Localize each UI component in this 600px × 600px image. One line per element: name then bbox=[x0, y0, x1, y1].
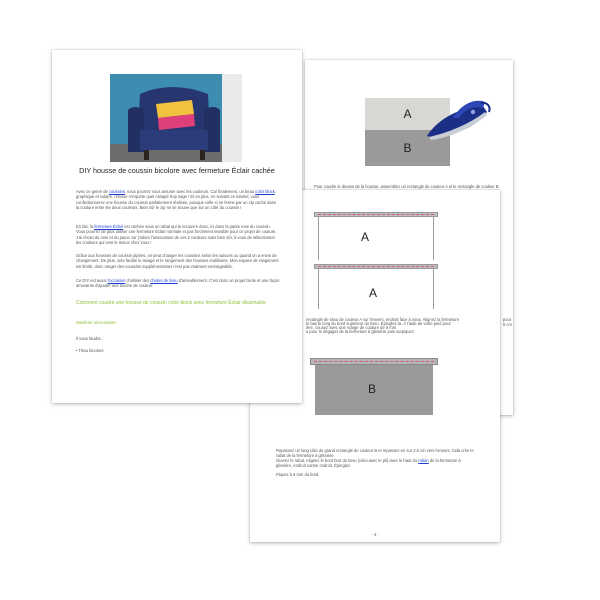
page-number: - 4 - bbox=[371, 532, 379, 537]
label-a-2: A bbox=[369, 286, 378, 300]
iron-icon bbox=[423, 96, 493, 142]
zipper-paragraph: En fait, la fermeture Éclair est cachée sous un rabat qui la recouvre donc, ici dans la partie rose du coussin. Vous pourrez de plus utiliser une fermeture Éclair normale et pas forcément invisible pour ce projet de couture. J'ai choisi du rose et du jaune car j'adore l'association de ces 2 couleurs mais bien sûr, à vous de sélectionner les couleurs qui vont le mieux chez vous ! bbox=[76, 224, 277, 245]
label-a-1: A bbox=[361, 230, 370, 244]
fabric-b-diagram bbox=[310, 358, 438, 415]
fermeture-eclair-link[interactable]: fermeture Éclair bbox=[94, 224, 124, 229]
mid-text-2: le bas le long du bord supérieur du tissu. Épinglez-la. À l'aide de votre pied pour bbox=[306, 321, 451, 326]
coussins-link[interactable]: coussins bbox=[108, 189, 125, 194]
mid-para-1: Repassez un long côté du grand rectangle de couleur B et repassez-en sur 2,5 cm vers l'envers. Cela crée le rabat de la fermeture à glissière. bbox=[276, 448, 474, 459]
materials-heading: Matériel nécessaire bbox=[76, 320, 116, 325]
diy-paragraph: Ce DIY est aussi l'occasion d'utiliser des chutes de tissu d'ameublement. C'est donc un projet facile et une façon amusante d'ajouter une touche de couleur. bbox=[76, 278, 280, 289]
mid-para-2: Ouvrez le rabat. Alignez le bord brut du tissu (celui avec le pli) avec le haut du ruban de la fermeture à glissière, endroit contre endroit. Épinglez. bbox=[276, 458, 461, 469]
armchair-cushion-photo bbox=[110, 74, 242, 162]
mid-text-4: u pour le dégager de la fermeture à glissière puis surpiquez. bbox=[306, 329, 416, 334]
chutes-de-tissu-link[interactable]: chutes de tissu bbox=[150, 278, 178, 283]
back-edge-text-1: pour bbox=[503, 317, 512, 322]
intro-paragraph: Avec ce genre de coussins, vous pourrez vous amuser avec les couleurs. Car finalement, un beau color block, graphique et solaire, rehisse n'importe quel canapé trop sage ! Et en plus, en suivant ce tutoriel, vous confectionnerez une housse du coussin parfaitement réalisée, puisque celle-ci se ferme par un zip caché dans la couture entre les deux couleurs. Bien sûr le zip ne se trouve que sur un côté du coussin ! bbox=[76, 189, 277, 210]
occasion-link[interactable]: l'occasion bbox=[107, 278, 126, 283]
label-b-mid: B bbox=[368, 382, 377, 396]
document-page-front bbox=[52, 50, 302, 403]
back-caption: Pour coudre le devant de la housse, assemblez un rectangle de couleur A et le rectangle de couleur B bbox=[314, 184, 499, 189]
mid-para-3: Piquez à 6 mm du bord. bbox=[276, 472, 320, 477]
section-heading: Comment coudre une housse de coussin color block avec fermeture Éclair dissimulée bbox=[76, 300, 266, 306]
storage-paragraph: Grâce aux housses de coussin pipées, on peut changer les coussins selon les saisons ou quand on a envie de changement. De plus, cela facilite le lavage et le rangement des housses inutilisées. Mon espace de rangement est limité, donc ranger des coussins supplémentaires n'est pas vraiment envisageable. bbox=[76, 253, 279, 269]
ruban-link[interactable]: ruban bbox=[418, 458, 429, 463]
zipper-diagram-1 bbox=[314, 212, 438, 260]
article-title: DIY housse de coussin bicolore avec fermeture Éclair cachée bbox=[79, 166, 275, 175]
back-edge-text-2: 5 cm bbox=[503, 322, 512, 327]
zipper-diagram-2 bbox=[314, 264, 438, 310]
color-block-link[interactable]: color block bbox=[255, 189, 275, 194]
label-a: A bbox=[403, 107, 412, 121]
label-b: B bbox=[403, 141, 412, 155]
bullet-tissu: • Tissu bicolore bbox=[76, 348, 104, 353]
mid-text-1: rectangle de tissu de couleur A sur l'envers, endroit face à vous. Alignez la fermeture bbox=[306, 317, 460, 322]
mid-text-3: ière, cousez avec une marge de couture de 6 mm. bbox=[306, 325, 398, 330]
need-text: Il vous faudra : bbox=[76, 336, 103, 341]
